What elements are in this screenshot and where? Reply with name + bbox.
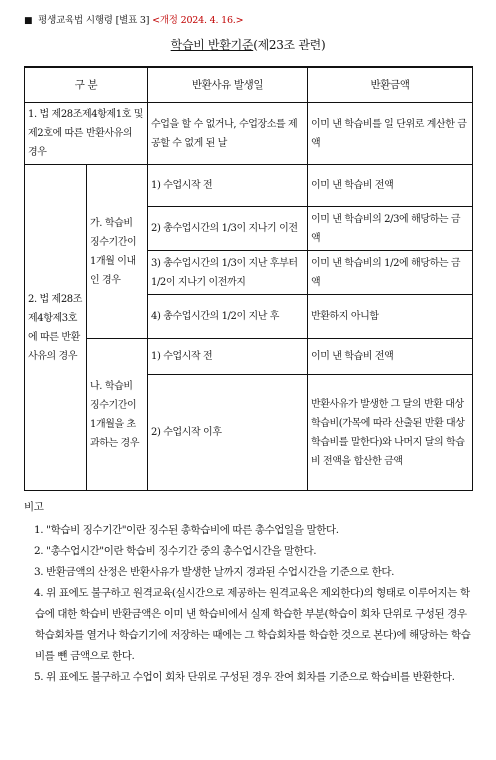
group-a-amount-2: 이미 낸 학습비의 2/3에 해당하는 금액	[308, 207, 473, 251]
note-item-2: 2. "총수업시간"이란 학습비 징수기간 중의 총수업시간을 말한다.	[34, 545, 317, 557]
group-b-amount-1: 이미 낸 학습비 전액	[308, 339, 473, 375]
group-a-amount-4: 반환하지 아니함	[308, 295, 473, 339]
title-ref: (제23조 관련)	[253, 38, 326, 52]
document-header	[24, 12, 243, 26]
group-b-reason-2: 2) 수업시작 이후	[148, 375, 308, 491]
notes-heading: 비고	[24, 501, 44, 513]
notes-section	[24, 497, 476, 688]
note-item-5: 5. 위 표에도 불구하고 수업이 회차 단위로 구성된 경우 잔여 회차를 기준으로 학습비를 반환한다.	[34, 671, 455, 683]
note-item-3: 3. 반환금액의 산정은 반환사유가 발생한 날까지 경과된 수업시간을 기준으로 한다.	[34, 566, 395, 578]
title-main: 학습비 반환기준	[170, 38, 254, 52]
row1-reason: 수업을 할 수 없거나, 수업장소를 제공할 수 없게 된 날	[148, 103, 308, 165]
group-a-reason-3: 3) 총수업시간의 1/3이 지난 후부터 1/2이 지나기 이전까지	[148, 251, 308, 295]
header-reason-date: 반환사유 발생일	[148, 67, 308, 103]
group-b-reason-1: 1) 수업시작 전	[148, 339, 308, 375]
refund-table	[24, 66, 473, 491]
header-category: 구 분	[25, 67, 148, 103]
group-a-reason-1: 1) 수업시작 전	[148, 165, 308, 207]
group-a-reason-2: 2) 총수업시간의 1/3이 지나기 이전	[148, 207, 308, 251]
square-bullet-icon: ■	[24, 16, 33, 26]
table-row	[25, 339, 473, 375]
group-a-amount-3: 이미 낸 학습비의 1/2에 해당하는 금액	[308, 251, 473, 295]
revision-date: <개정 2024. 4. 16.>	[152, 15, 244, 26]
table-row	[25, 103, 473, 165]
note-item-1: 1. "학습비 징수기간"이란 징수된 총학습비에 따른 총수업일을 말한다.	[34, 524, 339, 536]
group-b-label: 나. 학습비 징수기간이 1개월을 초과하는 경우	[87, 339, 148, 491]
group-a-amount-1: 이미 낸 학습비 전액	[308, 165, 473, 207]
table-header-row	[25, 67, 473, 103]
group-a-label: 가. 학습비 징수기간이 1개월 이내인 경우	[87, 165, 148, 339]
row2-category: 2. 법 제28조제4항제3호에 따른 반환사유의 경우	[25, 165, 87, 491]
group-b-amount-2: 반환사유가 발생한 그 달의 반환 대상 학습비(가목에 따라 산출된 반환 대상 학습비를 말한다)와 나머지 달의 학습비 전액을 합산한 금액	[308, 375, 473, 491]
law-reference: 평생교육법 시행령 [별표 3]	[38, 15, 150, 26]
table-row	[25, 165, 473, 207]
group-a-reason-4: 4) 총수업시간의 1/2이 지난 후	[148, 295, 308, 339]
note-item-4: 4. 위 표에도 불구하고 원격교육(실시간으로 제공하는 원격교육은 제외한다)의 형태로 이루어지는 학습에 대한 학습비 반환금액은 이미 낸 학습비에서 실제 학습한 부분(학습이 회차 단위로 구성된 경우 학습회차를 열거나 학습기기에 저장하는 때에는 그 학습회차를 학습한 것으로 본다)에 해당하는 학습비를 뺀 금액으로 한다.	[34, 587, 471, 662]
row1-category: 1. 법 제28조제4항제1호 및 제2호에 따른 반환사유의 경우	[25, 103, 148, 165]
header-amount: 반환금액	[308, 67, 473, 103]
page-title	[0, 36, 496, 53]
row1-amount: 이미 낸 학습비를 일 단위로 계산한 금액	[308, 103, 473, 165]
